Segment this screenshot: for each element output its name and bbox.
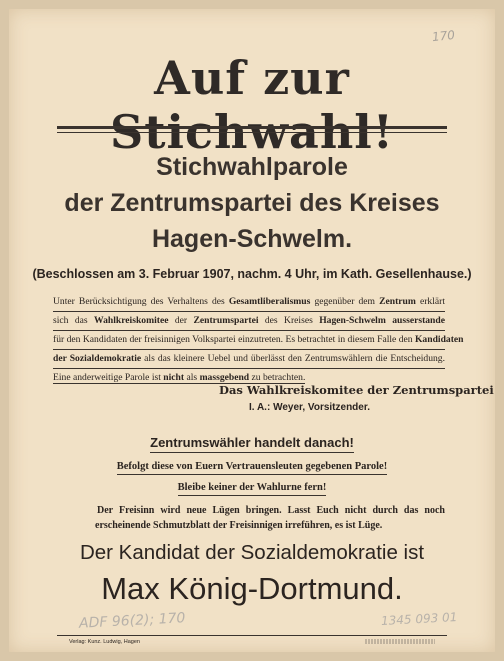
main-paragraph	[53, 293, 464, 387]
headline-line-1: Stichwahlparole	[156, 153, 348, 181]
bottom-rule	[57, 635, 447, 636]
title-rule-thin	[57, 132, 447, 133]
headline-line-2: der Zentrumspartei des Kreises	[64, 189, 440, 217]
warning-line-2: erscheinende Schmutzblatt der Freisinnigen irreführen, es ist Lüge.	[95, 520, 383, 531]
paragraph-line-3: für den Kandidaten der freisinnigen Volkspartei einzutreten. Es betrachtet in diesem Falle den Kandidaten	[53, 331, 445, 350]
paragraph-line-4: der Sozialdemokratie als das kleinere Uebel und überlässt den Zentrumswählern die Entscheidung.	[53, 350, 445, 369]
call-to-action-2: Befolgt diese von Euern Vertrauensleuten gegebenen Parole!	[9, 461, 495, 472]
archive-number-bottom-right: 1345 093 01	[380, 610, 458, 628]
candidate-intro: Der Kandidat der Sozialdemokratie ist	[79, 541, 425, 564]
resolution-date-line: (Beschlossen am 3. Februar 1907, nachm. 4 Uhr, im Kath. Gesellenhause.)	[32, 267, 472, 281]
poster-title: Auf zur	[154, 51, 350, 105]
signer-line: I. A.: Weyer, Vorsitzender.	[249, 402, 370, 413]
committee-signature: Das Wahlkreiskomitee der Zentrumspartei	[219, 383, 494, 397]
archive-number-top-right: 170	[431, 27, 456, 45]
title-rule-thick	[57, 126, 447, 129]
paragraph-line-1: Unter Berücksichtigung des Verhaltens des Gesamtliberalismus gegenüber dem Zentrum erklärt	[53, 293, 445, 312]
call-to-action-1: Zentrumswähler handelt danach!	[9, 435, 495, 450]
warning-paragraph	[97, 503, 445, 533]
archive-signature-bottom-left: ADF 96(2); 170	[78, 610, 186, 632]
poster-sheet	[9, 9, 495, 652]
paragraph-line-5: Eine anderweitige Parole ist nicht als massgebend zu betrachten.	[53, 372, 306, 383]
headline-line-3: Hagen-Schwelm.	[151, 225, 353, 253]
candidate-name: Max König-Dortmund.	[101, 571, 403, 606]
call-to-action-3: Bleibe keiner der Wahlurne fern!	[9, 482, 495, 493]
printer-imprint-illegible	[365, 639, 435, 644]
publisher-imprint: Verlag: Kunz. Ludwig, Hagen	[69, 639, 140, 645]
paragraph-line-2: sich das Wahlkreiskomitee der Zentrumspartei des Kreises Hagen-Schwelm ausserstande	[53, 312, 445, 331]
warning-line-1: Der Freisinn wird neue Lügen bringen. Lasst Euch nicht durch das noch	[97, 505, 445, 516]
